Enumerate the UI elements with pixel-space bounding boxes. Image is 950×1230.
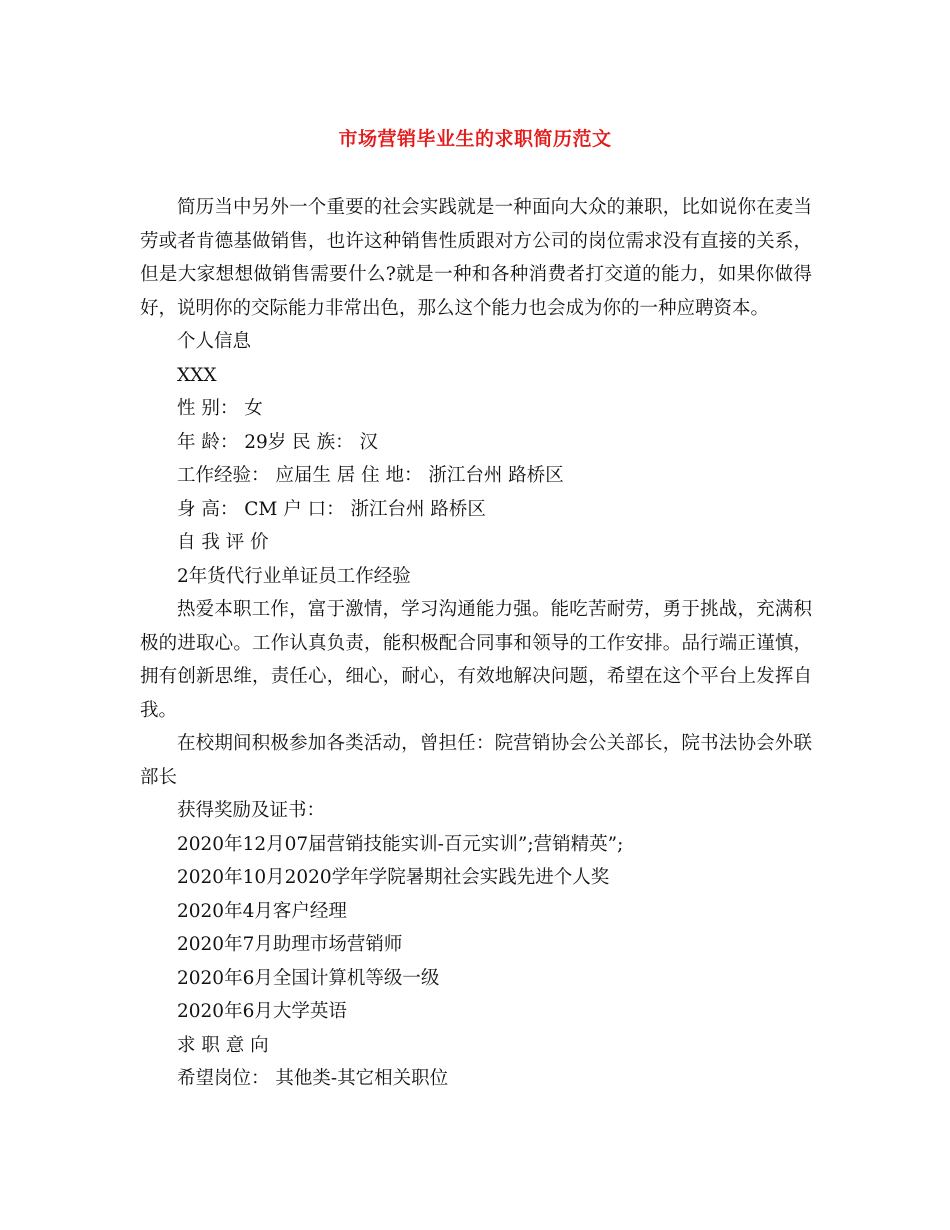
award-item: 2020年10月2020学年学院暑期社会实践先进个人奖 bbox=[177, 867, 610, 888]
document-title: 市场营销毕业生的求职简历范文 bbox=[338, 128, 612, 150]
intro-paragraph: 简历当中另外一个重要的社会实践就是一种面向大众的兼职，比如说你在麦当劳或者肯德基做销售，也许这种销售性质跟对方公司的岗位需求没有直接的关系，但是大家想想做销售需要什么?就是一种和各种消费者打交道的能力，如果你做得好，说明你的交际能力非常出色，那么这个能力也会成为你的一种应聘资本。 bbox=[140, 197, 812, 319]
desired-position-line: 希望岗位： 其他类-其它相关职位 bbox=[177, 1068, 449, 1089]
award-item: 2020年6月大学英语 bbox=[177, 1001, 347, 1022]
awards-heading: 获得奖励及证书： bbox=[177, 800, 326, 821]
document-body bbox=[140, 191, 812, 1096]
name-value: XXX bbox=[177, 364, 217, 386]
height-hukou-line: 身 高： CM 户 口： 浙江台州 路桥区 bbox=[177, 498, 486, 520]
campus-activities-paragraph: 在校期间积极参加各类活动，曾担任：院营销协会公关部长，院书法协会外联部长 bbox=[140, 733, 812, 788]
personal-info-heading: 个人信息 bbox=[177, 331, 252, 352]
award-item: 2020年12月07届营销技能实训-百元实训”;营销精英”; bbox=[177, 833, 624, 855]
self-evaluation-paragraph: 热爱本职工作，富于激情，学习沟通能力强。能吃苦耐劳，勇于挑战，充满积极的进取心。工作认真负责，能积极配合同事和领导的工作安排。品行端正谨慎，拥有创新思维，责任心，细心，耐心，有效地解决问题，希望在这个平台上发挥自我。 bbox=[140, 599, 812, 721]
gender-line: 性 别： 女 bbox=[177, 398, 263, 419]
work-experience-line: 2年货代行业单证员工作经验 bbox=[177, 565, 411, 587]
experience-residence-line: 工作经验： 应届生 居 住 地： 浙江台州 路桥区 bbox=[177, 465, 564, 486]
job-intention-heading: 求 职 意 向 bbox=[177, 1034, 269, 1056]
award-item: 2020年6月全国计算机等级一级 bbox=[177, 967, 440, 989]
age-ethnicity-line: 年 龄： 29岁 民 族： 汉 bbox=[177, 431, 378, 453]
award-item: 2020年4月客户经理 bbox=[177, 900, 347, 922]
self-evaluation-heading: 自 我 评 价 bbox=[177, 532, 269, 553]
award-item: 2020年7月助理市场营销师 bbox=[177, 934, 403, 955]
